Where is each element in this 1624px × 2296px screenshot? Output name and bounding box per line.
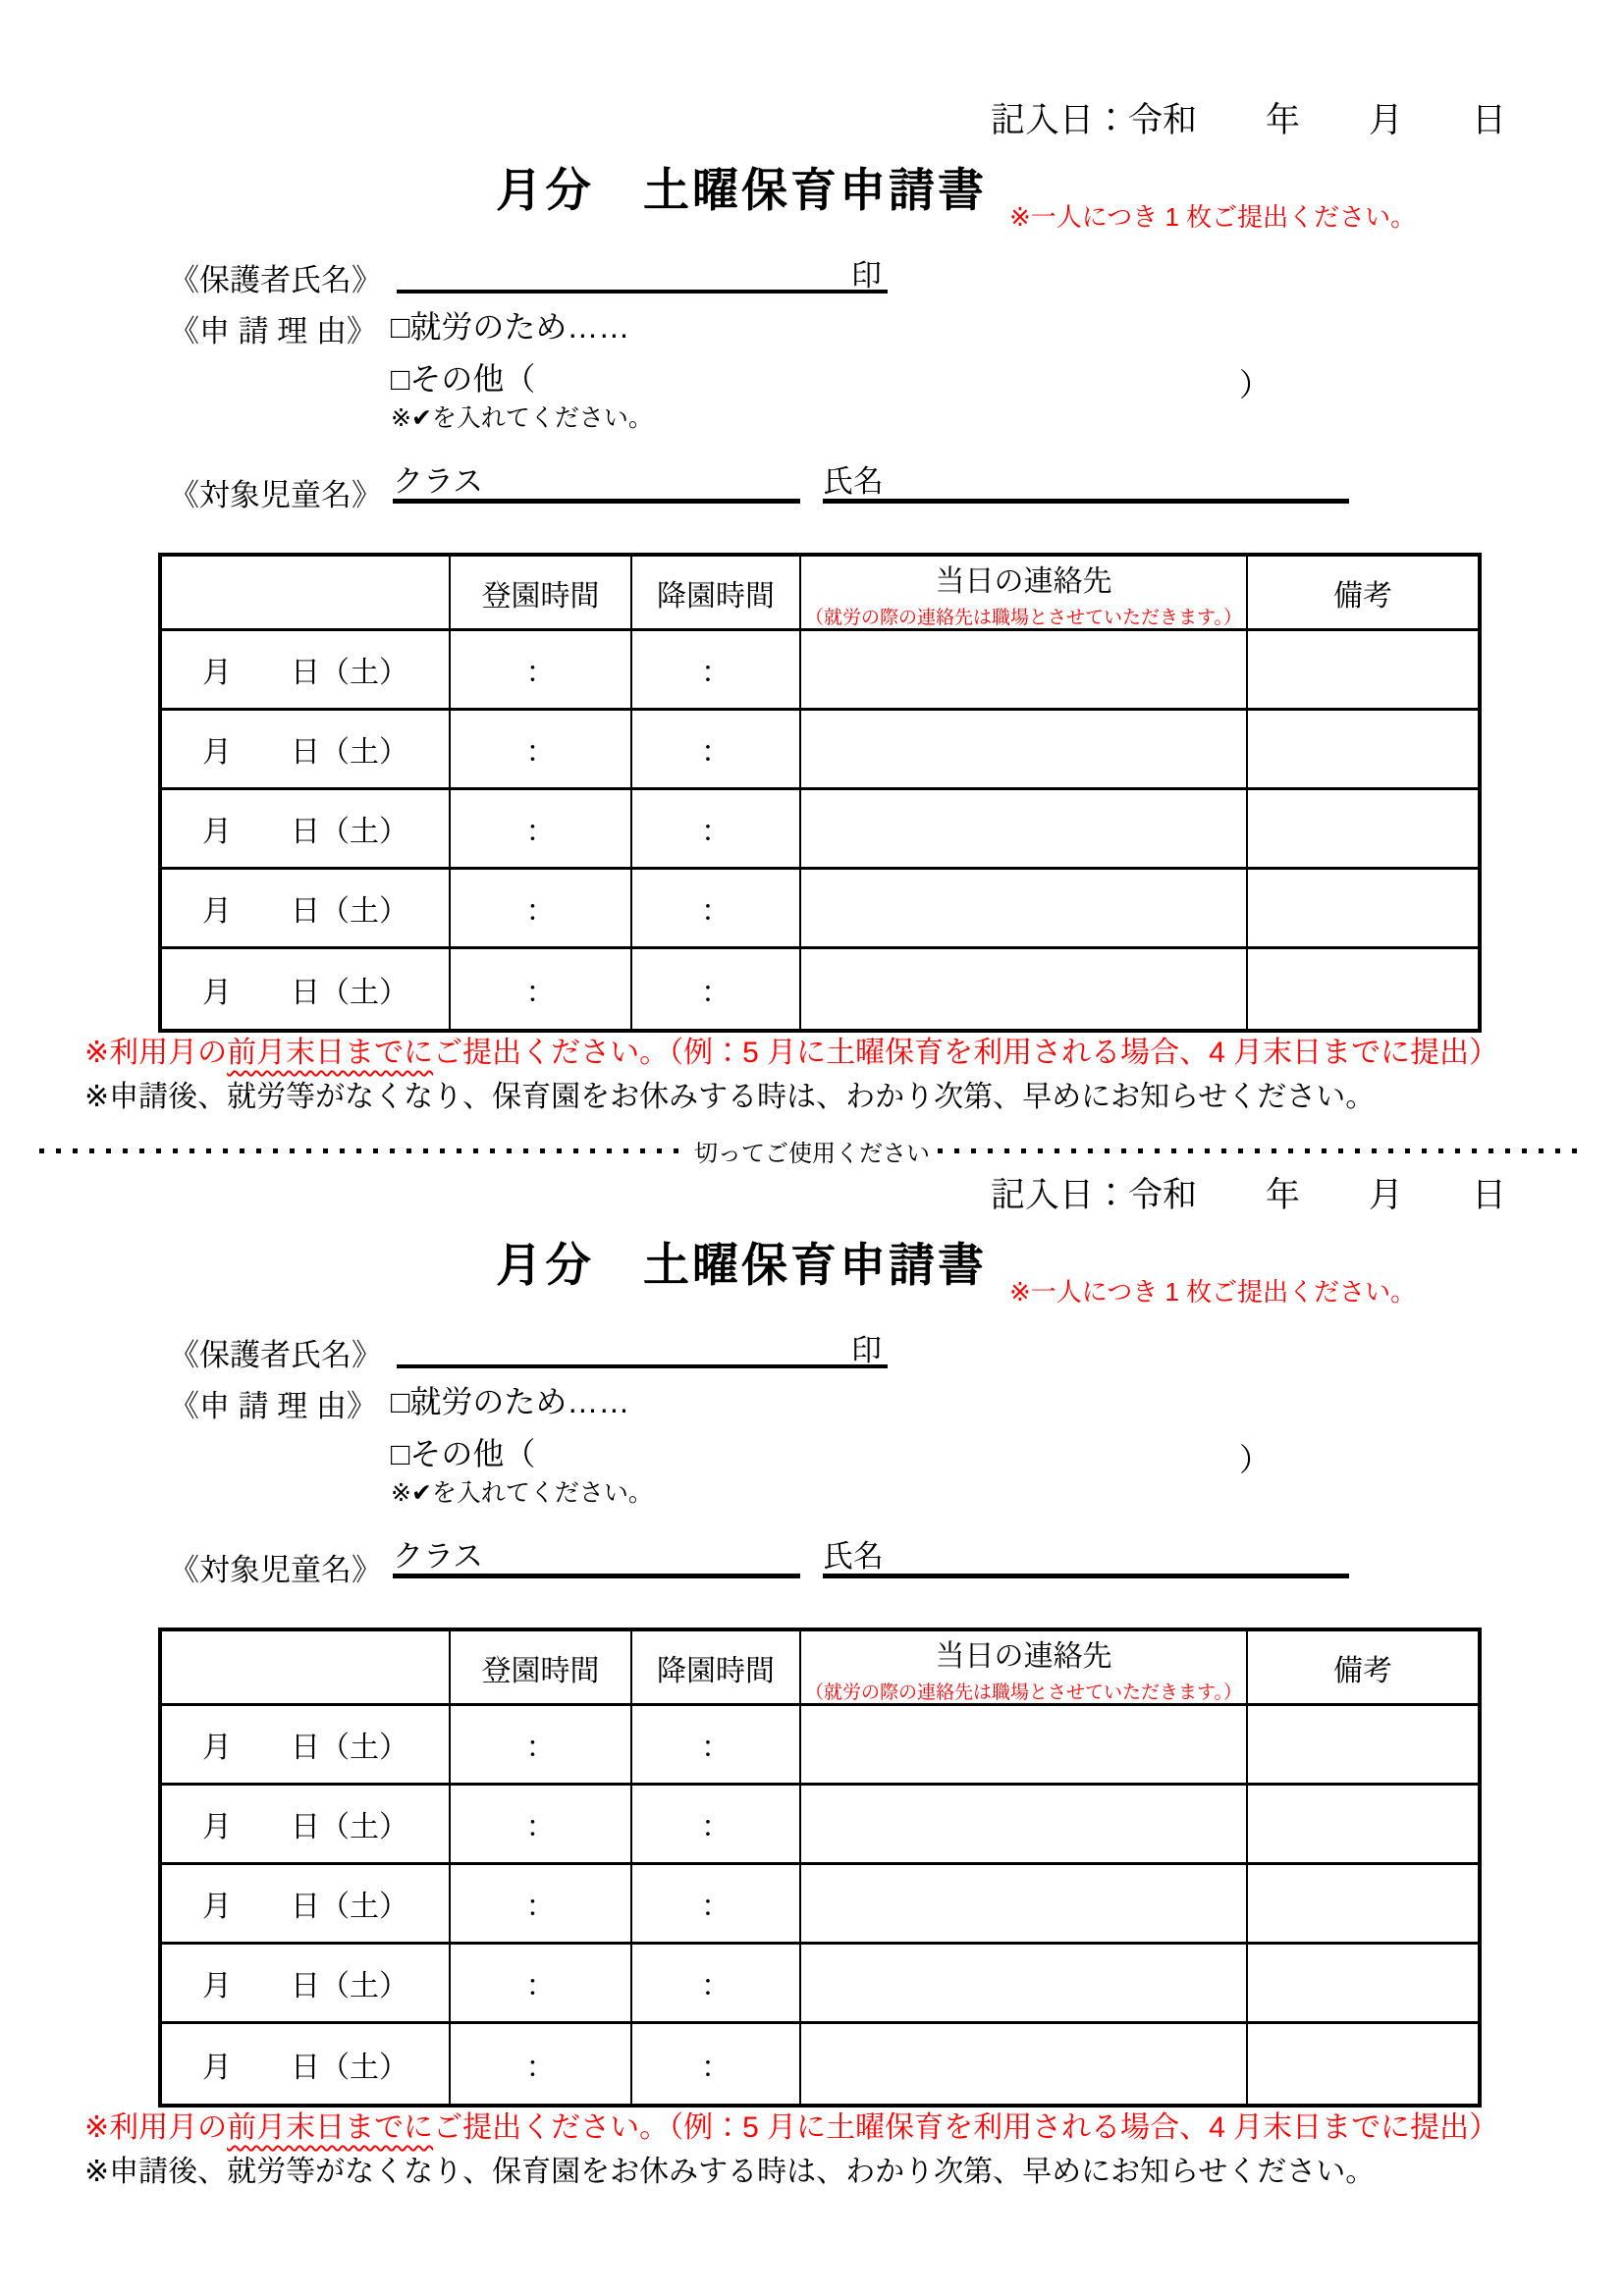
one-sheet-per-person-note: ※一人につき 1 枚ご提出ください。 (1009, 202, 1417, 232)
departure-time-cell[interactable]: ： (632, 2024, 801, 2104)
table-row (162, 2024, 1478, 2104)
cancellation-note: ※申請後、就労等がなくなり、保育園をお休みする時は、わかり次第、早めにお知らせください。 (84, 2156, 1376, 2188)
guardian-name-label: 《保護者氏名》 (169, 263, 382, 297)
arrival-time-cell[interactable]: ： (451, 1706, 632, 1786)
arrival-time-cell[interactable]: ： (451, 711, 632, 790)
arrival-time-cell[interactable]: ： (451, 790, 632, 870)
reason-checkbox-other[interactable]: □その他（ (391, 1436, 536, 1471)
remarks-cell[interactable] (1248, 1786, 1478, 1865)
cut-line-dots-left (39, 1148, 686, 1153)
table-row (162, 870, 1478, 949)
departure-time-cell[interactable]: ： (632, 631, 801, 711)
child-name-field-label: 氏名 (823, 464, 884, 499)
arrival-time-cell[interactable]: ： (451, 631, 632, 711)
arrival-time-cell[interactable]: ： (451, 1786, 632, 1865)
child-name-field[interactable] (823, 1531, 1349, 1578)
contact-cell[interactable] (801, 870, 1248, 949)
deadline-note-prefix: ※利用月の (84, 1037, 228, 1069)
date-cell[interactable]: 月 日（土） (162, 1865, 451, 1945)
contact-header-title: 当日の連絡先 (935, 1639, 1112, 1673)
guardian-name-field[interactable] (397, 1325, 888, 1368)
contact-cell[interactable] (801, 631, 1248, 711)
form-title: 月分 土曜保育申請書 (496, 1239, 987, 1291)
cut-line-label: 切ってご使用ください (694, 1140, 930, 1167)
departure-time-cell[interactable]: ： (632, 1945, 801, 2024)
remarks-header: 備考 (1248, 557, 1478, 631)
date-cell[interactable]: 月 日（土） (162, 949, 451, 1029)
remarks-cell[interactable] (1248, 2024, 1478, 2104)
schedule-table (158, 553, 1482, 1033)
deadline-note-emphasis: 前月末日までに (227, 2111, 434, 2144)
departure-time-cell[interactable]: ： (632, 1706, 801, 1786)
table-row (162, 1706, 1478, 1786)
departure-time-cell[interactable]: ： (632, 790, 801, 870)
table-row (162, 631, 1478, 711)
contact-cell[interactable] (801, 949, 1248, 1029)
application-form-top (0, 93, 1624, 1119)
arrival-time-cell[interactable]: ： (451, 870, 632, 949)
one-sheet-per-person-note: ※一人につき 1 枚ご提出ください。 (1009, 1277, 1417, 1307)
date-cell[interactable]: 月 日（土） (162, 1786, 451, 1865)
date-cell[interactable]: 月 日（土） (162, 870, 451, 949)
contact-cell[interactable] (801, 1865, 1248, 1945)
contact-header-note: （就労の際の連絡先は職場とさせていただきます。） (805, 1682, 1242, 1703)
arrival-time-header: 登園時間 (451, 1631, 632, 1706)
deadline-note (84, 1028, 1498, 1071)
table-header-row (162, 1631, 1478, 1706)
departure-time-cell[interactable]: ： (632, 949, 801, 1029)
application-reason-label: 《申 請 理 由》 (169, 314, 377, 348)
date-cell[interactable]: 月 日（土） (162, 790, 451, 870)
target-child-label: 《対象児童名》 (169, 478, 382, 512)
date-cell[interactable]: 月 日（土） (162, 1945, 451, 2024)
remarks-cell[interactable] (1248, 790, 1478, 870)
cancellation-note: ※申請後、就労等がなくなり、保育園をお休みする時は、わかり次第、早めにお知らせください。 (84, 1081, 1376, 1113)
table-row (162, 949, 1478, 1029)
arrival-time-cell[interactable]: ： (451, 2024, 632, 2104)
entry-date-line: 記入日：令和 年 月 日 (990, 101, 1506, 139)
date-cell[interactable]: 月 日（土） (162, 1706, 451, 1786)
date-column-header (162, 557, 451, 631)
seal-mark: 印 (851, 258, 882, 293)
departure-time-cell[interactable]: ： (632, 1786, 801, 1865)
deadline-note-emphasis: 前月末日までに (227, 1037, 434, 1069)
contact-header (801, 557, 1248, 631)
seal-mark: 印 (851, 1333, 882, 1367)
schedule-table (158, 1628, 1482, 2108)
child-name-field-label: 氏名 (823, 1539, 884, 1574)
remarks-cell[interactable] (1248, 631, 1478, 711)
departure-time-header: 降園時間 (632, 557, 801, 631)
cut-line (39, 1135, 1585, 1166)
arrival-time-cell[interactable]: ： (451, 1865, 632, 1945)
arrival-time-header: 登園時間 (451, 557, 632, 631)
table-row (162, 1786, 1478, 1865)
guardian-name-label: 《保護者氏名》 (169, 1338, 382, 1372)
date-cell[interactable]: 月 日（土） (162, 711, 451, 790)
reason-checkbox-work[interactable]: □就労のため…… (391, 309, 630, 345)
remarks-cell[interactable] (1248, 1945, 1478, 2024)
departure-time-header: 降園時間 (632, 1631, 801, 1706)
contact-header-title: 当日の連絡先 (935, 564, 1112, 598)
reason-other-close-paren: ） (1239, 367, 1272, 402)
check-instruction-note: ※✔を入れてください。 (391, 1479, 653, 1507)
remarks-cell[interactable] (1248, 949, 1478, 1029)
table-row (162, 1945, 1478, 2024)
remarks-cell[interactable] (1248, 1706, 1478, 1786)
table-header-row (162, 557, 1478, 631)
form-title: 月分 土曜保育申請書 (496, 164, 987, 216)
entry-date-line: 記入日：令和 年 月 日 (990, 1176, 1506, 1214)
table-row (162, 711, 1478, 790)
application-form-bottom (0, 1168, 1624, 2194)
date-cell[interactable]: 月 日（土） (162, 631, 451, 711)
target-child-label: 《対象児童名》 (169, 1553, 382, 1587)
remarks-cell[interactable] (1248, 711, 1478, 790)
contact-header-note: （就労の際の連絡先は職場とさせていただきます。） (805, 607, 1242, 628)
check-instruction-note: ※✔を入れてください。 (391, 404, 653, 432)
table-row (162, 790, 1478, 870)
class-field[interactable] (393, 456, 800, 504)
reason-other-close-paren: ） (1239, 1442, 1272, 1477)
guardian-name-field[interactable] (397, 250, 888, 294)
class-field-label: クラス (393, 1539, 484, 1574)
departure-time-cell[interactable]: ： (632, 711, 801, 790)
contact-cell[interactable] (801, 1945, 1248, 2024)
cut-line-dots-right (938, 1148, 1585, 1153)
reason-checkbox-other[interactable]: □その他（ (391, 361, 536, 397)
contact-cell[interactable] (801, 790, 1248, 870)
deadline-note-prefix: ※利用月の (84, 2111, 228, 2144)
date-cell[interactable]: 月 日（土） (162, 2024, 451, 2104)
arrival-time-cell[interactable]: ： (451, 1945, 632, 2024)
remarks-header: 備考 (1248, 1631, 1478, 1706)
date-column-header (162, 1631, 451, 1706)
class-field[interactable] (393, 1531, 800, 1578)
contact-cell[interactable] (801, 1786, 1248, 1865)
application-reason-label: 《申 請 理 由》 (169, 1389, 377, 1423)
departure-time-cell[interactable]: ： (632, 870, 801, 949)
child-name-field[interactable] (823, 456, 1349, 504)
deadline-note-suffix: ご提出ください。（例：5 月に土曜保育を利用される場合、4 月末日までに提出） (433, 1037, 1499, 1069)
reason-checkbox-work[interactable]: □就労のため…… (391, 1384, 630, 1419)
table-row (162, 1865, 1478, 1945)
remarks-cell[interactable] (1248, 1865, 1478, 1945)
contact-cell[interactable] (801, 711, 1248, 790)
deadline-note-suffix: ご提出ください。（例：5 月に土曜保育を利用される場合、4 月末日までに提出） (433, 2111, 1499, 2144)
deadline-note (84, 2103, 1498, 2146)
contact-cell[interactable] (801, 2024, 1248, 2104)
remarks-cell[interactable] (1248, 870, 1478, 949)
arrival-time-cell[interactable]: ： (451, 949, 632, 1029)
contact-cell[interactable] (801, 1706, 1248, 1786)
contact-header (801, 1631, 1248, 1706)
class-field-label: クラス (393, 464, 484, 499)
departure-time-cell[interactable]: ： (632, 1865, 801, 1945)
